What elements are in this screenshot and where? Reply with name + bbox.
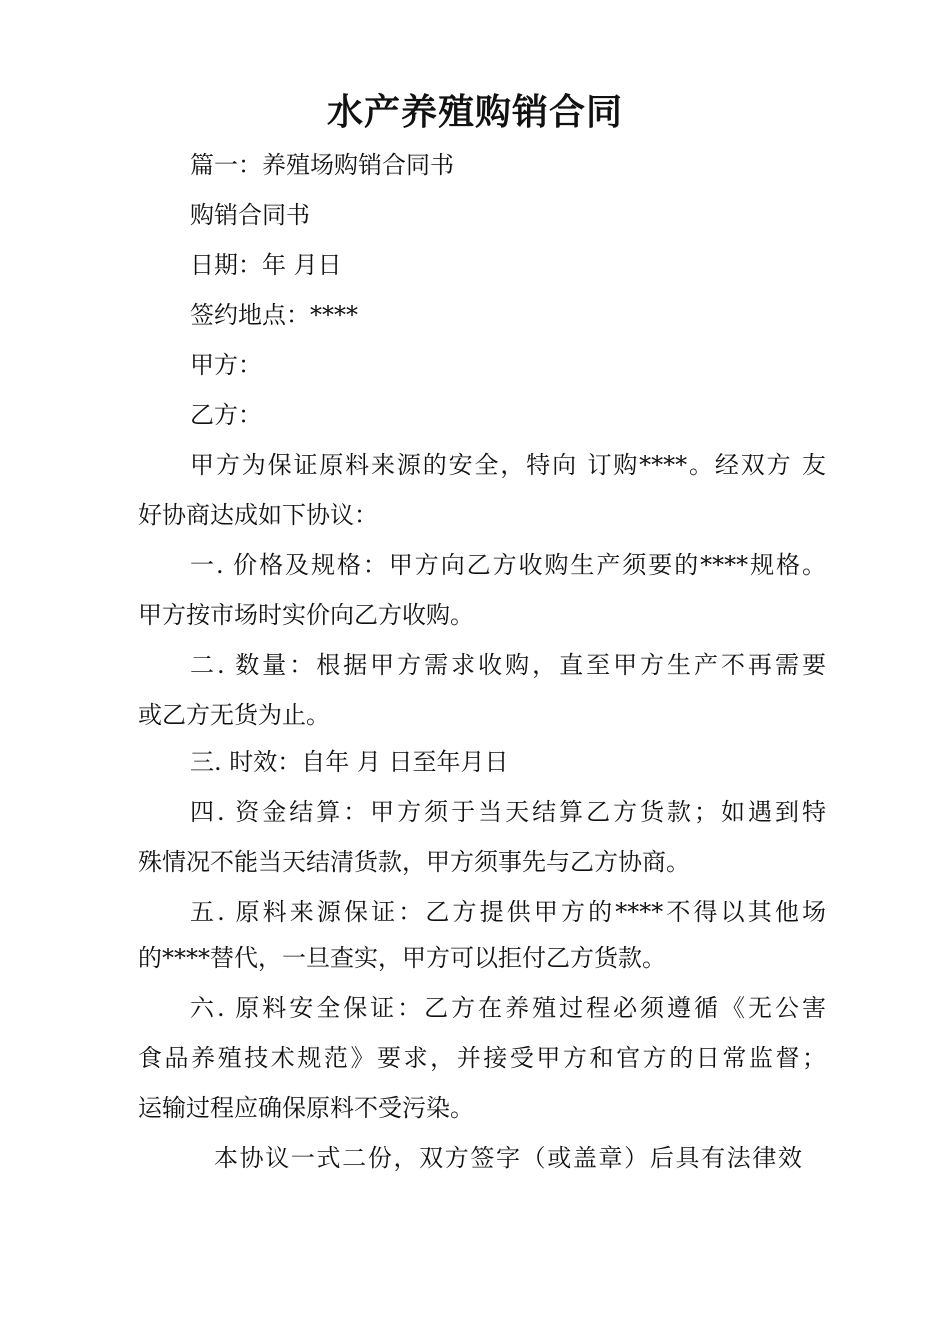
subtitle: 购销合同书 (190, 201, 310, 229)
document-title: 水产养殖购销合同 (326, 92, 623, 133)
clause-4-line-2: 殊情况不能当天结清货款，甲方须事先与乙方协商。 (138, 848, 690, 876)
date-line: 日期：年 月日 (190, 251, 342, 279)
clause-5-line-1: 五. 原料来源保证：乙方提供甲方的****不得以其他场 (190, 898, 826, 926)
clause-3-line: 三. 时效：自年 月 日至年月日 (190, 748, 509, 776)
clause-1-line-1: 一. 价格及规格：甲方向乙方收购生产须要的****规格。 (190, 551, 826, 579)
preamble-line-2: 好协商达成如下协议： (138, 501, 378, 529)
clause-6-line-1: 六. 原料安全保证：乙方在养殖过程必须遵循《无公害 (190, 994, 826, 1022)
clause-5-line-2: 的****替代，一旦查实，甲方可以拒付乙方货款。 (138, 944, 666, 972)
signing-place-line: 签约地点：**** (190, 301, 358, 329)
clause-4-line-1: 四. 资金结算：甲方须于当天结算乙方货款；如遇到特 (190, 798, 826, 826)
closing-line: 本协议一式二份，双方签字（或盖章）后具有法律效 (214, 1144, 802, 1172)
clause-2-line-1: 二. 数量：根据甲方需求收购，直至甲方生产不再需要 (190, 651, 826, 679)
preamble-line-1: 甲方为保证原料来源的安全，特向 订购****。经双方 友 (190, 451, 826, 479)
clause-6-line-3: 运输过程应确保原料不受污染。 (138, 1094, 474, 1122)
clause-2-line-2: 或乙方无货为止。 (138, 701, 330, 729)
section-heading: 篇一：养殖场购销合同书 (190, 151, 454, 179)
party-a-line: 甲方： (190, 351, 262, 379)
clause-1-line-2: 甲方按市场时实价向乙方收购。 (138, 601, 474, 629)
party-b-line: 乙方： (190, 401, 262, 429)
clause-6-line-2: 食品养殖技术规范》要求，并接受甲方和官方的日常监督； (138, 1044, 826, 1072)
